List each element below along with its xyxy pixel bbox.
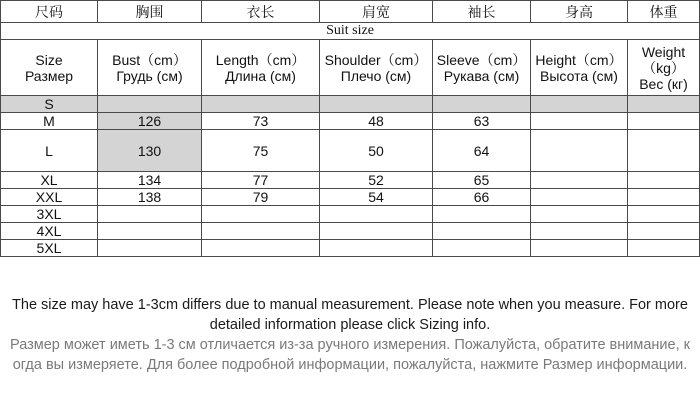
header-size-ru: Размер	[24, 67, 74, 84]
header-length-ru: Длина (см)	[225, 67, 296, 84]
weight-cell	[628, 96, 700, 113]
header-height	[531, 40, 628, 96]
header-bust-ru: Грудь (см)	[116, 67, 183, 84]
note-ru-line-1: Размер может иметь 1-3 см отличается из-за ручного измерения. Пожалуйста, обратите внимание, к	[10, 337, 690, 353]
size-cell: 5XL	[1, 240, 98, 257]
size-cell: 4XL	[1, 223, 98, 240]
size-cell: L	[1, 130, 98, 172]
shoulder-cell: 50	[320, 130, 433, 172]
weight-cell	[628, 113, 700, 130]
header-height-en: Height（cm）	[535, 51, 623, 68]
height-cell	[531, 130, 628, 172]
weight-cell	[628, 189, 700, 206]
sleeve-cell	[433, 96, 531, 113]
header-sleeve-en: Sleeve（cm）	[436, 51, 527, 68]
cn-header-sleeve: 袖长	[433, 1, 531, 23]
sleeve-cell: 66	[433, 189, 531, 206]
sleeve-cell	[433, 240, 531, 257]
height-cell	[531, 240, 628, 257]
header-height-ru: Высота (см)	[540, 67, 618, 84]
shoulder-cell: 48	[320, 113, 433, 130]
size-cell: M	[1, 113, 98, 130]
shoulder-cell	[320, 206, 433, 223]
height-cell	[531, 113, 628, 130]
table-row	[1, 223, 700, 240]
weight-cell	[628, 206, 700, 223]
bust-cell	[98, 96, 202, 113]
cn-header-weight: 体重	[628, 1, 700, 23]
sleeve-cell	[433, 206, 531, 223]
header-shoulder-ru: Плечо (см)	[340, 67, 412, 84]
weight-cell	[628, 172, 700, 189]
weight-cell	[628, 130, 700, 172]
note-ru-line-2: огда вы измеряете. Для более подробной информации, пожалуйста, нажмите Размер информации.	[12, 357, 688, 373]
table-row	[1, 96, 700, 113]
length-cell: 77	[202, 172, 320, 189]
length-cell: 79	[202, 189, 320, 206]
header-sleeve	[433, 40, 531, 96]
cn-header-height: 身高	[531, 1, 628, 23]
chinese-header-row	[1, 1, 700, 23]
table-row	[1, 113, 700, 130]
length-cell: 75	[202, 130, 320, 172]
cn-header-length: 衣长	[202, 1, 320, 23]
measurement-note	[0, 295, 700, 375]
bust-cell	[98, 240, 202, 257]
table-row	[1, 189, 700, 206]
height-cell	[531, 206, 628, 223]
note-en-line-2: detailed information please click Sizing info.	[209, 317, 491, 333]
header-weight-ru: Вес (кг)	[639, 75, 688, 92]
sleeve-cell: 65	[433, 172, 531, 189]
table-row	[1, 206, 700, 223]
weight-cell	[628, 240, 700, 257]
height-cell	[531, 223, 628, 240]
height-cell	[531, 172, 628, 189]
table-row	[1, 130, 700, 172]
shoulder-cell	[320, 223, 433, 240]
header-weight	[628, 40, 700, 96]
header-weight-en: Weight（kg）	[641, 43, 686, 76]
header-sleeve-ru: Рукава (см)	[443, 67, 520, 84]
header-row	[1, 40, 700, 96]
sleeve-cell: 63	[433, 113, 531, 130]
cn-header-shoulder: 肩宽	[320, 1, 433, 23]
length-cell	[202, 223, 320, 240]
header-bust-en: Bust（cm）	[112, 51, 187, 68]
size-cell: 3XL	[1, 206, 98, 223]
header-shoulder	[320, 40, 433, 96]
length-cell	[202, 96, 320, 113]
bust-cell: 130	[98, 130, 202, 172]
shoulder-cell	[320, 240, 433, 257]
cn-header-bust: 胸围	[98, 1, 202, 23]
title-row	[1, 23, 700, 40]
header-length	[202, 40, 320, 96]
header-size	[1, 40, 98, 96]
bust-cell	[98, 206, 202, 223]
header-bust	[98, 40, 202, 96]
bust-cell: 134	[98, 172, 202, 189]
sleeve-cell	[433, 223, 531, 240]
length-cell: 73	[202, 113, 320, 130]
bust-cell: 126	[98, 113, 202, 130]
table-row	[1, 240, 700, 257]
length-cell	[202, 206, 320, 223]
header-length-en: Length（cm）	[215, 51, 306, 68]
sleeve-cell: 64	[433, 130, 531, 172]
table-title: Suit size	[1, 23, 700, 40]
size-cell: XXL	[1, 189, 98, 206]
bust-cell	[98, 223, 202, 240]
header-size-en: Size	[35, 51, 63, 68]
weight-cell	[628, 223, 700, 240]
note-en-line-1: The size may have 1-3cm differs due to manual measurement. Please note when you measure. For more	[12, 297, 688, 313]
length-cell	[202, 240, 320, 257]
shoulder-cell	[320, 96, 433, 113]
size-cell: XL	[1, 172, 98, 189]
header-shoulder-en: Shoulder（cm）	[324, 51, 428, 68]
bust-cell: 138	[98, 189, 202, 206]
height-cell	[531, 96, 628, 113]
shoulder-cell: 52	[320, 172, 433, 189]
size-cell: S	[1, 96, 98, 113]
shoulder-cell: 54	[320, 189, 433, 206]
cn-header-size: 尺码	[1, 1, 98, 23]
height-cell	[531, 189, 628, 206]
table-row	[1, 172, 700, 189]
